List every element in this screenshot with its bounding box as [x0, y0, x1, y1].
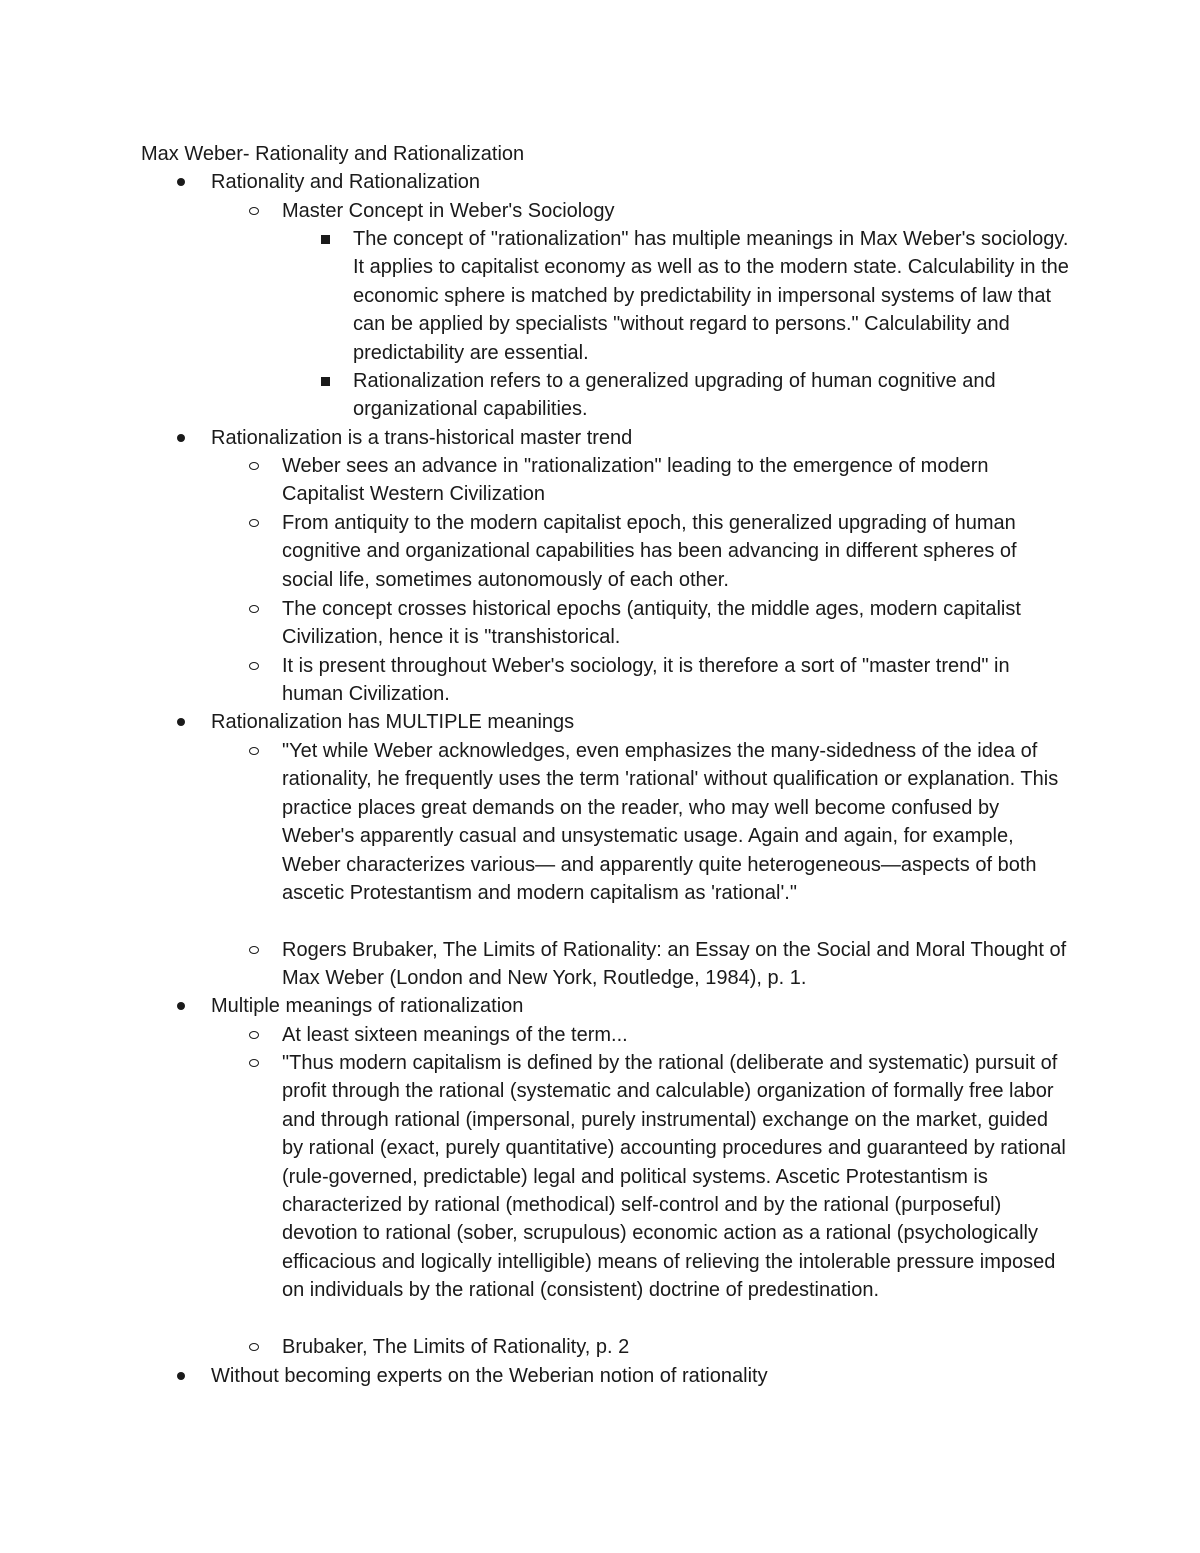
bullet-circle — [244, 197, 264, 225]
bullet-dot — [171, 424, 191, 452]
list-item-text: At least sixteen meanings of the term... — [282, 1024, 628, 1046]
list-item — [211, 424, 1071, 452]
list-item — [211, 168, 1071, 196]
list-item-text: The concept of "rationalization" has multiple meanings in Max Weber's sociology. It applies to capitalist economy as well as to the modern state. Calculability in the economic sphere is matched by predictability in impersonal systems of law that can be applied by specialists "without regard to persons." Calculability and predictability are essential. — [353, 228, 1069, 364]
list-item-text: Rationality and Rationalization — [211, 171, 481, 193]
list-item — [353, 367, 1073, 424]
list-item — [282, 1049, 1072, 1305]
list-item-text: "Yet while Weber acknowledges, even emphasizes the many-sidedness of the idea of rationality, he frequently uses the term 'rational' without qualification or explanation. This practice places great demands on the reader, who may well become confused by Weber's apparently casual and unsystematic usage. Again and again, for example, Weber characterizes various— and apparently quite heterogeneous—aspects of both ascetic Protestantism and modern capitalism as 'rational'." — [282, 740, 1059, 905]
list-item — [282, 936, 1072, 993]
list-item-text: It is present throughout Weber's sociology, it is therefore a sort of "master trend" in human Civilization. — [282, 655, 1010, 706]
list-item-text: Rationalization is a trans-historical master trend — [211, 427, 633, 449]
list-item — [282, 652, 1072, 709]
bullet-dot — [171, 992, 191, 1020]
list-item — [282, 595, 1072, 652]
bullet-square — [315, 367, 335, 395]
list-item — [211, 1362, 1071, 1390]
list-item — [211, 708, 1071, 736]
list-item-text: Rogers Brubaker, The Limits of Rationality: an Essay on the Social and Moral Thought of Max Weber (London and New York, Routledge, 1984), p. 1. — [282, 939, 1067, 990]
bullet-circle — [244, 652, 264, 680]
list-item-text: Rationalization refers to a generalized upgrading of human cognitive and organizational capabilities. — [353, 370, 996, 421]
list-item-text: The concept crosses historical epochs (antiquity, the middle ages, modern capitalist Civilization, hence it is "transhistorical. — [282, 598, 1021, 649]
list-item-text: Weber sees an advance in "rationalization" leading to the emergence of modern Capitalist Western Civilization — [282, 455, 989, 506]
bullet-dot — [171, 1362, 191, 1390]
list-item — [282, 452, 1072, 509]
bullet-circle — [244, 1021, 264, 1049]
list-item-text: Rationalization has MULTIPLE meanings — [211, 711, 575, 733]
list-item — [211, 992, 1071, 1020]
list-item — [353, 225, 1073, 367]
list-item — [282, 509, 1072, 594]
bullet-circle — [244, 936, 264, 964]
list-item-text: From antiquity to the modern capitalist epoch, this generalized upgrading of human cognitive and organizational capabilities has been advancing in different spheres of social life, sometimes autonomously of each other. — [282, 512, 1017, 591]
list-item — [282, 1333, 1072, 1361]
document-title: Max Weber- Rationality and Rationalization — [141, 143, 525, 165]
bullet-circle — [244, 452, 264, 480]
list-item-text: Brubaker, The Limits of Rationality, p. 2 — [282, 1336, 630, 1358]
list-item-text: Multiple meanings of rationalization — [211, 995, 524, 1017]
bullet-circle — [244, 737, 264, 765]
list-item — [282, 197, 1072, 225]
list-item-text: "Thus modern capitalism is defined by the rational (deliberate and systematic) pursuit of profit through the rational (systematic and calculable) organization of formally free labor and through rational (impersonal, purely instrumental) exchange on the market, guided by rational (exact, purely quantitative) accounting procedures and guaranteed by rational (rule-governed, predictable) legal and political systems. Ascetic Protestantism is characterized by rational (methodical) self-control and by the rational (purposeful) devotion to rational (sober, scrupulous) economic action as a rational (psychologically efficacious and logically intelligible) means of relieving the intolerable pressure imposed on individuals by the rational (consistent) doctrine of predestination. — [282, 1052, 1066, 1302]
bullet-dot — [171, 168, 191, 196]
list-item — [282, 737, 1072, 907]
bullet-circle — [244, 1333, 264, 1361]
list-item — [282, 1021, 1072, 1049]
bullet-square — [315, 225, 335, 253]
bullet-dot — [171, 708, 191, 736]
bullet-circle — [244, 595, 264, 623]
bullet-circle — [244, 1049, 264, 1077]
bullet-circle — [244, 509, 264, 537]
list-item-text: Master Concept in Weber's Sociology — [282, 200, 615, 222]
list-item-text: Without becoming experts on the Weberian notion of rationality — [211, 1365, 768, 1387]
